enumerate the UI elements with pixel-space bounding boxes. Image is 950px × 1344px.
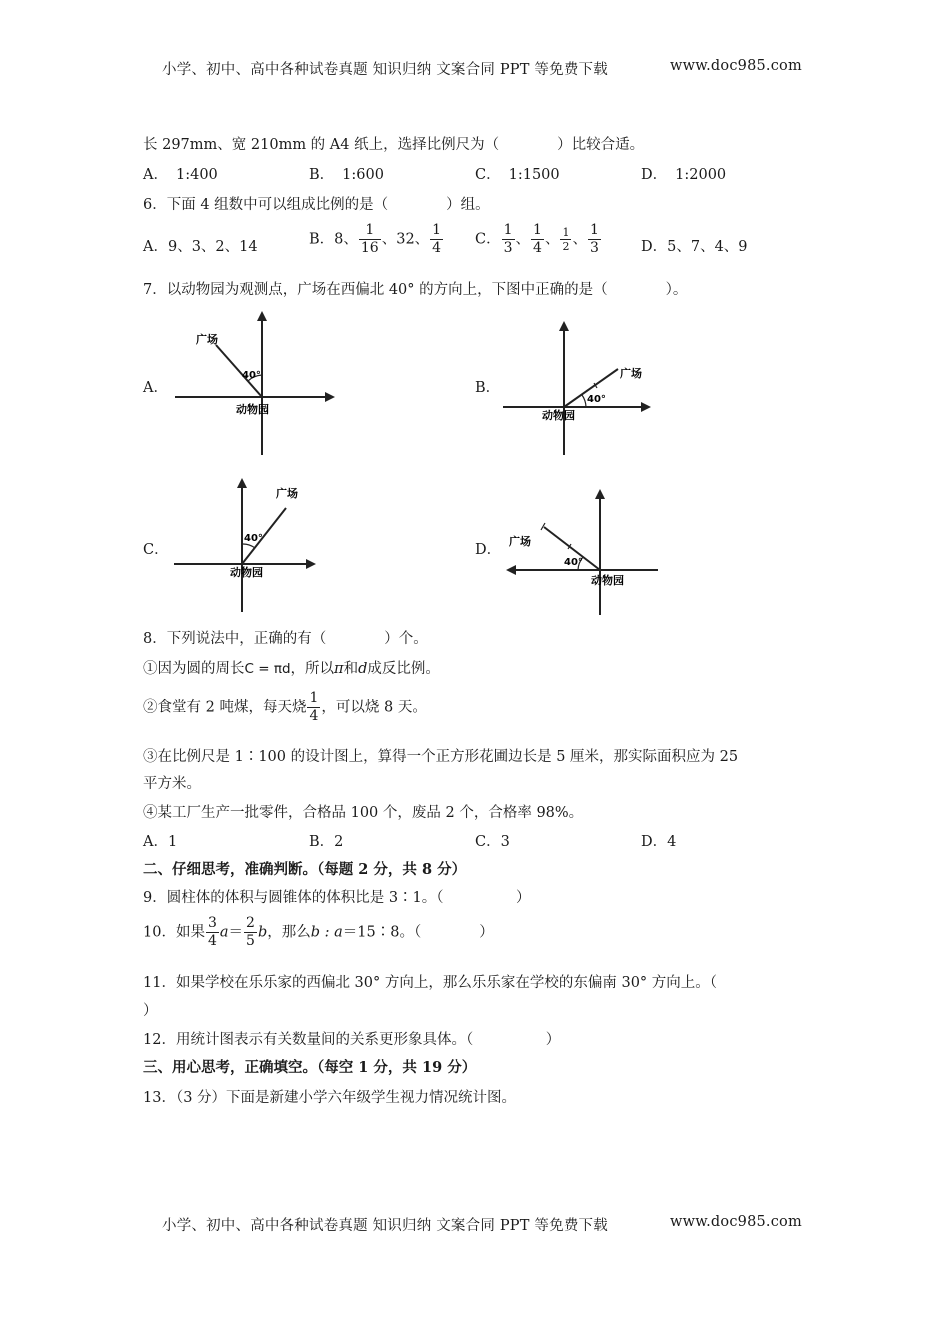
zoo-label: 动物园	[542, 409, 575, 422]
q8-statement-3-line2: 平方米。	[143, 776, 201, 792]
q9-text: 9．圆柱体的体积与圆锥体的体积比是 3∶1。（ ）	[143, 890, 531, 906]
q10-text: 10．如果 $\frac{3}{4}$ a＝ $\frac{2}{5}$ b，那么b : a＝15∶8。（ ）	[143, 915, 494, 949]
q5-option-a: A． 1:400	[143, 167, 218, 183]
q5-stem: 长 297mm、宽 210mm 的 A4 纸上，选择比例尺为（ ）比较合适。	[143, 137, 645, 153]
angle-label: 40°	[242, 370, 261, 381]
q7-diagram-a	[170, 305, 340, 460]
q8-option-d: D．4	[641, 834, 677, 850]
q6-option-c: C． $\frac{1}{3}$ 、 $\frac{1}{4}$ 、 $\frac{1}{2}$ 、 $\frac{1}{3}$	[475, 222, 599, 256]
q6-option-a: A．9、3、2、14	[143, 239, 258, 255]
q12-text: 12．用统计图表示有关数量间的关系更形象具体。（ ）	[143, 1032, 561, 1048]
zoo-label: 动物园	[230, 566, 263, 579]
header-url: www.doc985.com	[670, 58, 802, 74]
q7-option-d-label: D．	[475, 542, 502, 558]
q8-statement-4: ④某工厂生产一批零件，合格品 100 个，废品 2 个，合格率 98%。	[143, 805, 584, 821]
q8-stem: 8．下列说法中，正确的有（ ）个。	[143, 631, 428, 647]
q7-diagram-c	[170, 472, 325, 617]
q7-option-b-label: B．	[475, 380, 501, 396]
q7-option-c-label: C．	[143, 542, 169, 558]
q8-option-b: B．2	[309, 834, 344, 850]
plaza-label: 广场	[509, 535, 531, 548]
zoo-label: 动物园	[591, 574, 624, 587]
section-2-title: 二、仔细思考，准确判断。（每题 2 分，共 8 分）	[143, 861, 467, 878]
plaza-label: 广场	[196, 333, 218, 346]
q6-option-d: D．5、7、4、9	[641, 239, 748, 255]
q6-option-b: B．8、 $\frac{1}{16}$ 、32、 $\frac{1}{4}$	[309, 222, 442, 256]
q11-line1: 11．如果学校在乐乐家的西偏北 30° 方向上，那么乐乐家在学校的东偏南 30° 方向上。（	[143, 975, 718, 991]
q8-statement-1: ①因为圆的周长C = πd，所以π和d成反比例。	[143, 661, 440, 677]
q11-line2: ）	[143, 1003, 158, 1019]
angle-label: 40°	[564, 557, 583, 568]
q7-stem: 7．以动物园为观测点，广场在西偏北 40° 的方向上，下图中正确的是（ ）。	[143, 282, 688, 298]
header-text: 小学、初中、高中各种试卷真题 知识归纳 文案合同 PPT 等免费下载	[162, 62, 608, 78]
q5-option-c: C． 1:1500	[475, 167, 560, 183]
q8-option-c: C．3	[475, 834, 510, 850]
angle-label: 40°	[587, 394, 606, 405]
q5-option-d: D． 1:2000	[641, 167, 727, 183]
q7-diagram-b	[500, 315, 660, 460]
q6-stem: 6．下面 4 组数中可以组成比例的是（ ）组。	[143, 197, 490, 213]
plaza-label: 广场	[276, 487, 298, 500]
q8-statement-3-line1: ③在比例尺是 1∶100 的设计图上，算得一个正方形花圃边长是 5 厘米，那实际面积应为 25	[143, 749, 739, 765]
q7-option-a-label: A．	[143, 380, 168, 396]
q7-diagram-d	[503, 483, 663, 618]
section-3-title: 三、用心思考，正确填空。（每空 1 分，共 19 分）	[143, 1059, 477, 1076]
angle-label: 40°	[244, 533, 263, 544]
zoo-label: 动物园	[236, 403, 269, 416]
q8-statement-2: ②食堂有 2 吨煤，每天烧 $\frac{1}{4}$ ，可以烧 8 天。	[143, 690, 427, 724]
footer-text: 小学、初中、高中各种试卷真题 知识归纳 文案合同 PPT 等免费下载	[162, 1218, 608, 1234]
q13-text: 13．（3 分）下面是新建小学六年级学生视力情况统计图。	[143, 1090, 517, 1106]
q5-option-b: B． 1:600	[309, 167, 384, 183]
footer-url: www.doc985.com	[670, 1214, 802, 1230]
plaza-label: 广场	[620, 367, 642, 380]
q8-option-a: A．1	[143, 834, 178, 850]
